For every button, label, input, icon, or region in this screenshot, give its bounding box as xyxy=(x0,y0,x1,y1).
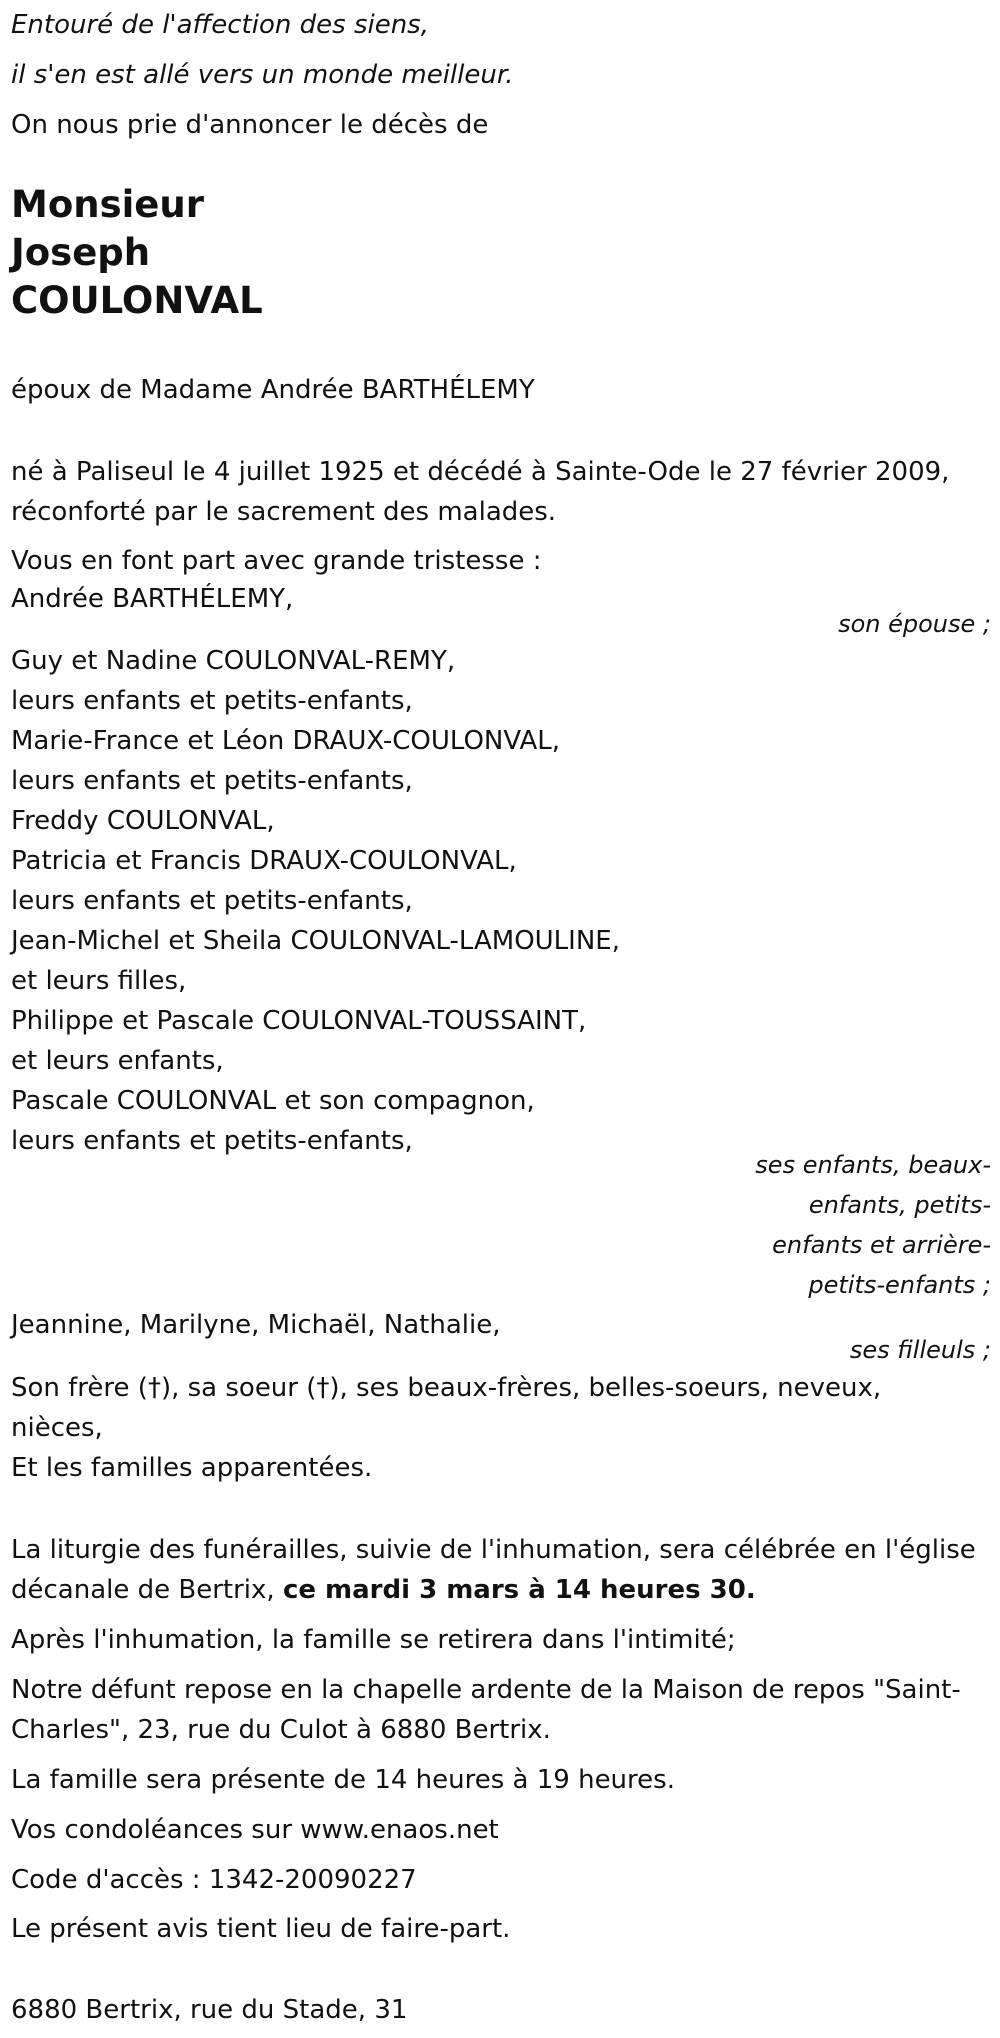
list-item: Guy et Nadine COULONVAL-REMY, xyxy=(11,646,456,676)
list-item: leurs enfants et petits-enfants, xyxy=(11,886,413,916)
deceased-last-name: COULONVAL xyxy=(11,279,263,322)
announce-line: Vous en font part avec grande tristesse : xyxy=(11,546,542,576)
list-item: Marie-France et Léon DRAUX-COULONVAL, xyxy=(11,726,561,756)
rest-line-1: Notre défunt repose en la chapelle ardente de la Maison de repos "Saint- xyxy=(11,1675,961,1705)
spouse-relation: son épouse ; xyxy=(838,610,991,638)
funeral-line-2 xyxy=(11,1570,756,1610)
family-line-1: Son frère (†), sa soeur (†), ses beaux-frères, belles-soeurs, neveux, xyxy=(11,1373,882,1403)
list-item: Freddy COULONVAL, xyxy=(11,806,275,836)
presence-line: La famille sera présente de 14 heures à 19 heures. xyxy=(11,1765,675,1795)
intro-line-2: il s'en est allé vers un monde meilleur. xyxy=(11,60,514,90)
children-relation-line: ses enfants, beaux- xyxy=(755,1151,991,1179)
after-inhumation: Après l'inhumation, la famille se retirera dans l'intimité; xyxy=(11,1625,736,1655)
list-item: leurs enfants et petits-enfants, xyxy=(11,686,413,716)
list-item: et leurs enfants, xyxy=(11,1046,224,1076)
children-relation-line: enfants et arrière- xyxy=(772,1231,991,1259)
godchildren-relation: ses filleuls ; xyxy=(849,1336,991,1364)
children-relation-line: petits-enfants ; xyxy=(808,1271,991,1299)
list-item: Jean-Michel et Sheila COULONVAL-LAMOULINE, xyxy=(11,926,620,956)
funeral-date-time: ce mardi 3 mars à 14 heures 30. xyxy=(282,1575,756,1605)
children-relation xyxy=(11,1145,991,1305)
funeral-line-1: La liturgie des funérailles, suivie de l'inhumation, sera célébrée en l'église xyxy=(11,1535,976,1565)
children-relation-line: enfants, petits- xyxy=(808,1191,991,1219)
family-line-3: Et les familles apparentées. xyxy=(11,1453,373,1483)
list-item: Pascale COULONVAL et son compagnon, xyxy=(11,1086,535,1116)
deceased-first-name: Joseph xyxy=(11,231,151,274)
children-list xyxy=(11,641,620,1161)
address-line: 6880 Bertrix, rue du Stade, 31 xyxy=(11,1995,408,2025)
funeral-location: décanale de Bertrix, xyxy=(11,1575,283,1605)
deceased-title: Monsieur xyxy=(11,183,204,226)
birth-death-line-1: né à Paliseul le 4 juillet 1925 et décédé à Sainte-Ode le 27 février 2009, xyxy=(11,457,950,487)
intro-line-1: Entouré de l'affection des siens, xyxy=(11,10,429,40)
notice-line: Le présent avis tient lieu de faire-part. xyxy=(11,1914,511,1944)
list-item: leurs enfants et petits-enfants, xyxy=(11,766,413,796)
list-item: Philippe et Pascale COULONVAL-TOUSSAINT, xyxy=(11,1006,587,1036)
access-code: Code d'accès : 1342-20090227 xyxy=(11,1865,417,1895)
family-line-2: nièces, xyxy=(11,1413,103,1443)
list-item: et leurs filles, xyxy=(11,966,187,996)
birth-death-line-2: réconforté par le sacrement des malades. xyxy=(11,497,557,527)
condolences-line: Vos condoléances sur www.enaos.net xyxy=(11,1815,499,1845)
list-item: Patricia et Francis DRAUX-COULONVAL, xyxy=(11,846,517,876)
intro-line-3: On nous prie d'annoncer le décès de xyxy=(11,110,489,140)
rest-line-2: Charles", 23, rue du Culot à 6880 Bertrix. xyxy=(11,1715,551,1745)
spouse-name: Andrée BARTHÉLEMY, xyxy=(11,584,294,614)
list-item: leurs enfants et petits-enfants, xyxy=(11,1126,413,1156)
spouse-line: époux de Madame Andrée BARTHÉLEMY xyxy=(11,375,535,405)
godchildren-names: Jeannine, Marilyne, Michaël, Nathalie, xyxy=(11,1310,501,1340)
